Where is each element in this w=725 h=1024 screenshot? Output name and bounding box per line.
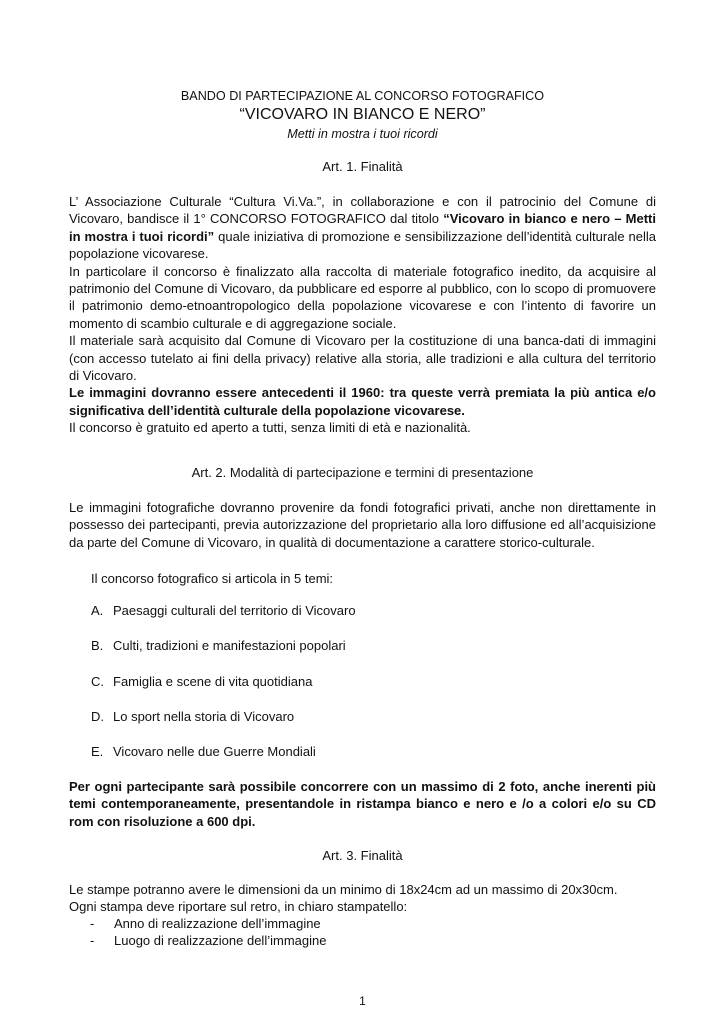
theme-text: Paesaggi culturali del territorio di Vicovaro bbox=[113, 603, 356, 618]
art1-paragraph-4: Le immagini dovranno essere antecedenti il 1960: tra queste verrà premiata la più antica e/o significativa dell’identità culturale della popolazione vicovarese. bbox=[69, 385, 656, 418]
theme-text: Culti, tradizioni e manifestazioni popolari bbox=[113, 638, 346, 653]
theme-text: Lo sport nella storia di Vicovaro bbox=[113, 709, 295, 724]
art1-p1-text: L’ Associazione Culturale “Cultura Vi.Va.”, in collaborazione e con il patrocinio del Comune di Vicovaro, bandisce il 1° CONCORSO FOTOGRAFICO dal titolo bbox=[69, 194, 656, 227]
art3-title: Art. 3. Finalità bbox=[322, 848, 403, 863]
theme-letter: D. bbox=[91, 709, 104, 724]
art2-bold-rules: Per ogni partecipante sarà possibile concorrere con un massimo di 2 foto, anche inerenti più temi contemporaneamente, presentandole in ristampa bianco e nero e /o a colori e/o su CD rom con risoluzione a 600 dpi. bbox=[69, 779, 656, 829]
art1-paragraph-3: Il materiale sarà acquisito dal Comune di Vicovaro per la costituzione di una banca-dati di immagini (con accesso tutelato ai fini della privacy) relative alla storia, alle tradizioni e alla cultura del territorio di Vicovaro. bbox=[69, 333, 656, 384]
theme-letter: C. bbox=[91, 674, 104, 689]
list-item-text: Luogo di realizzazione dell’immagine bbox=[114, 933, 327, 948]
art3-paragraph-1: Le stampe potranno avere le dimensioni da un minimo di 18x24cm ad un massimo di 20x30cm. bbox=[69, 882, 618, 897]
art1-p1-text-end: quale iniziativa di promozione e sensibilizzazione dell’identità culturale nella popolazione vicovarese. bbox=[69, 228, 656, 262]
art2-themes-intro: Il concorso fotografico si articola in 5 temi: bbox=[91, 571, 334, 586]
theme-item bbox=[91, 637, 346, 654]
theme-letter: B. bbox=[91, 638, 104, 653]
contest-title: “VICOVARO IN BIANCO E NERO” bbox=[239, 106, 486, 123]
list-item bbox=[90, 932, 326, 949]
art1-paragraph-5: Il concorso è gratuito ed aperto a tutti, senza limiti di età e nazionalità. bbox=[69, 420, 471, 436]
art1-title: Art. 1. Finalità bbox=[322, 159, 403, 174]
theme-item bbox=[91, 673, 312, 690]
contest-subtitle: Metti in mostra i tuoi ricordi bbox=[287, 127, 438, 141]
theme-text: Famiglia e scene di vita quotidiana bbox=[113, 674, 313, 689]
list-item-text: Anno di realizzazione dell’immagine bbox=[114, 916, 321, 931]
theme-item bbox=[91, 708, 294, 725]
art2-title: Art. 2. Modalità di partecipazione e termini di presentazione bbox=[191, 465, 534, 480]
list-dash: - bbox=[90, 916, 95, 931]
theme-item bbox=[91, 743, 316, 760]
art1-paragraph-1 bbox=[69, 193, 656, 263]
list-item bbox=[90, 915, 321, 932]
theme-text: Vicovaro nelle due Guerre Mondiali bbox=[113, 744, 316, 759]
announcement-heading: BANDO DI PARTECIPAZIONE AL CONCORSO FOTOGRAFICO bbox=[180, 89, 545, 103]
theme-item bbox=[91, 602, 356, 619]
theme-letter: A. bbox=[91, 603, 104, 618]
theme-letter: E. bbox=[91, 744, 104, 759]
page-number: 1 bbox=[359, 994, 366, 1008]
art1-body bbox=[69, 193, 656, 437]
list-dash: - bbox=[90, 933, 95, 948]
art1-p1-bold-title: “Vicovaro in bianco e nero – Metti in mostra i tuoi ricordi” bbox=[69, 211, 656, 244]
art1-paragraph-2: In particolare il concorso è finalizzato alla raccolta di materiale fotografico inedito, da acquisire al patrimonio del Comune di Vicovaro, da pubblicare ed esporre al pubblico, con lo scopo di promuovere il patrimonio demo-etnoantropologico della popolazione vicovarese e con l’intento di favorire un momento di scambio culturale e di aggregazione sociale. bbox=[69, 263, 656, 331]
art3-paragraph-2: Ogni stampa deve riportare sul retro, in chiaro stampatello: bbox=[69, 899, 408, 914]
art2-paragraph-1: Le immagini fotografiche dovranno provenire da fondi fotografici privati, anche non direttamente in possesso dei partecipanti, previa autorizzazione del proprietario alla loro diffusione ed all’acquisizione da parte del Comune di Vicovaro, in qualità di documentazione a carattere storico-culturale. bbox=[69, 500, 656, 550]
